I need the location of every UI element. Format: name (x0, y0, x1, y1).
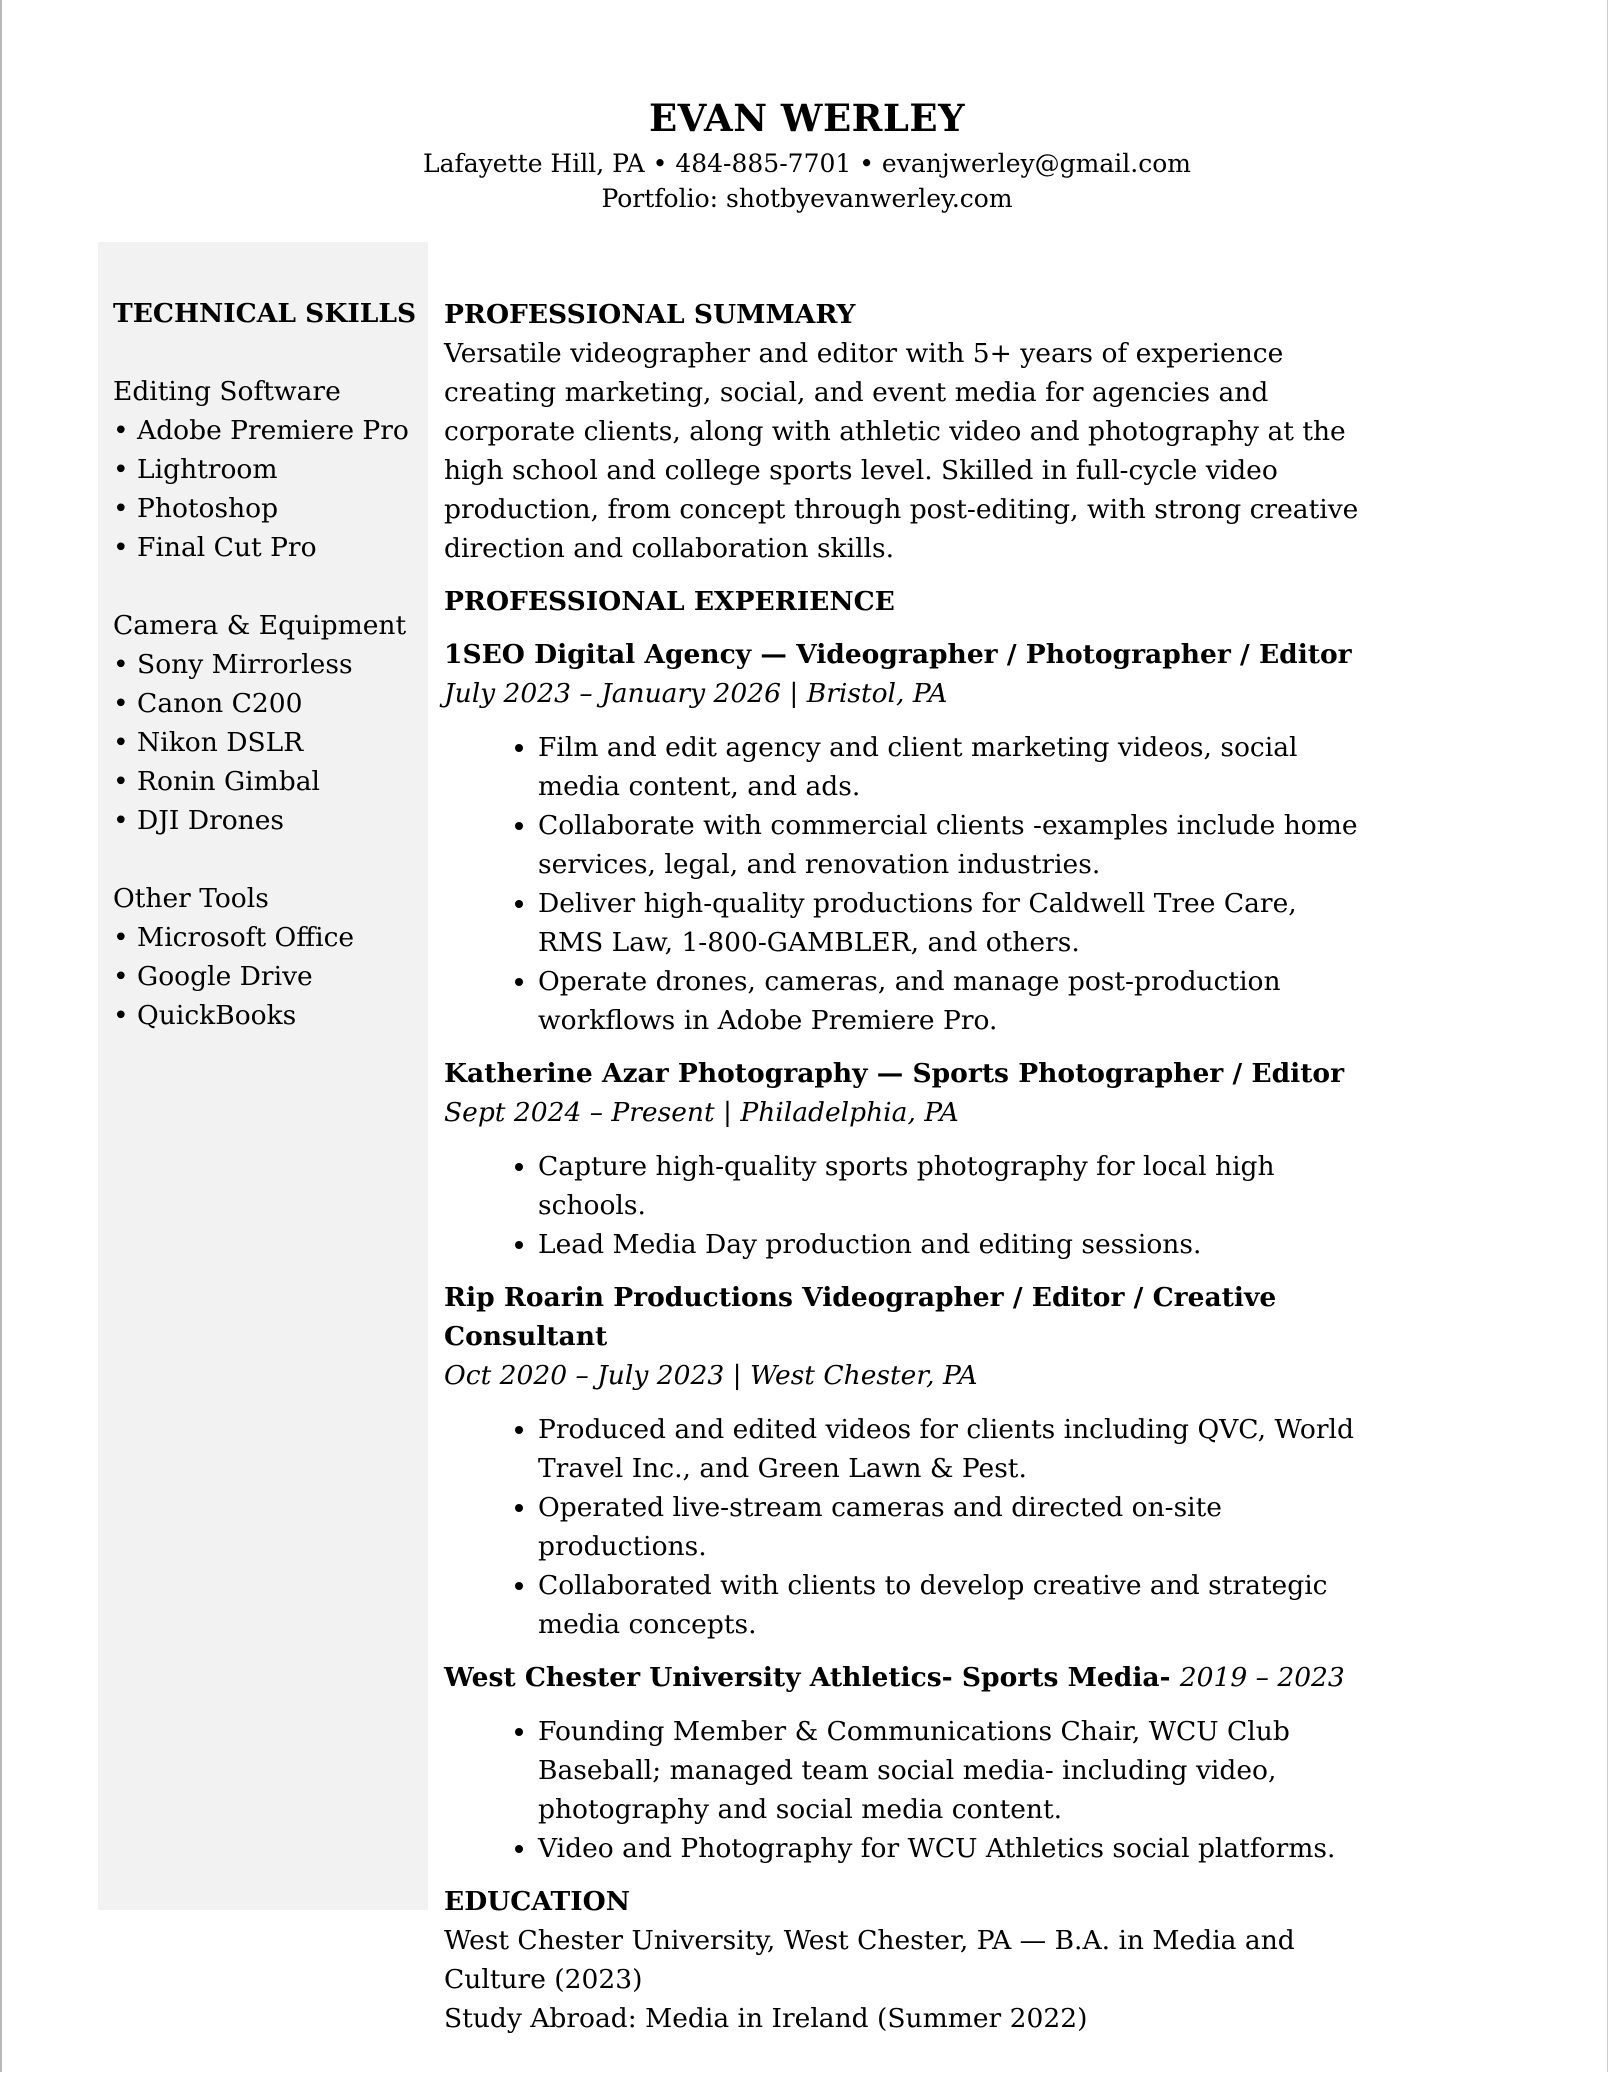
job-bullet: • Founding Member & Communications Chair, WCU Club Baseball; managed team social media- including video, photography and social media content. (538, 1712, 1364, 1829)
skill-item: • Sony Mirrorless (113, 649, 353, 680)
job-dates-location: Oct 2020 – July 2023 | West Chester, PA (444, 1360, 978, 1391)
job-entry (444, 1278, 1364, 1644)
summary-title: PROFESSIONAL SUMMARY (444, 299, 856, 330)
skill-item: • Canon C200 (113, 688, 303, 719)
job-bullet: • Film and edit agency and client marketing videos, social media content, and ads. (538, 728, 1364, 806)
job-title (444, 1658, 1364, 1697)
technical-skills-title: TECHNICAL SKILLS (113, 298, 417, 329)
skill-item: • DJI Drones (113, 805, 285, 836)
job-bullet: • Collaborate with commercial clients -examples include home services, legal, and renovation industries. (538, 806, 1364, 884)
job-bullet: • Produced and edited videos for clients including QVC, World Travel Inc., and Green Lawn & Pest. (538, 1410, 1364, 1488)
education-title: EDUCATION (444, 1886, 630, 1917)
portfolio-line: Portfolio: shotbyevanwerley.com (601, 184, 1013, 213)
job-bullet: • Deliver high-quality productions for Caldwell Tree Care, RMS Law, 1-800-GAMBLER, and others. (538, 884, 1364, 962)
skill-item: • QuickBooks (113, 1000, 297, 1031)
skill-item: • Photoshop (113, 493, 279, 524)
job-bullet: • Video and Photography for WCU Athletics social platforms. (538, 1829, 1364, 1868)
job-bullet: • Operated live-stream cameras and directed on-site productions. (538, 1488, 1364, 1566)
job-dates-location: July 2023 – January 2026 | Bristol, PA (444, 678, 948, 709)
wcu-title: West Chester University Athletics- Sports Media- (444, 1662, 1171, 1693)
education-degree: West Chester University, West Chester, PA — B.A. in Media and Culture (2023) (444, 1925, 1295, 1995)
job-entry (444, 1658, 1364, 1868)
job-title: Rip Roarin Productions Videographer / Editor / Creative Consultant (444, 1282, 1277, 1352)
job-dates-location: Sept 2024 – Present | Philadelphia, PA (444, 1097, 959, 1128)
camera-equipment-group (113, 606, 423, 840)
job-entry (444, 635, 1364, 1040)
job-title: Katherine Azar Photography — Sports Photographer / Editor (444, 1058, 1345, 1089)
group-heading: Other Tools (113, 883, 269, 914)
skill-item: • Google Drive (113, 961, 313, 992)
job-bullet: • Operate drones, cameras, and manage post-production workflows in Adobe Premiere Pro. (538, 962, 1364, 1040)
study-abroad: Study Abroad: Media in Ireland (Summer 2022) (444, 2003, 1088, 2034)
job-bullet: • Collaborated with clients to develop creative and strategic media concepts. (538, 1566, 1364, 1644)
skill-item: • Microsoft Office (113, 922, 355, 953)
candidate-name: EVAN WERLEY (648, 96, 966, 140)
job-bullet: • Capture high-quality sports photography for local high schools. (538, 1147, 1364, 1225)
group-heading: Editing Software (113, 376, 341, 407)
job-entry (444, 1054, 1364, 1264)
job-bullet: • Lead Media Day production and editing sessions. (538, 1225, 1364, 1264)
skill-item: • Lightroom (113, 454, 278, 485)
skill-item: • Nikon DSLR (113, 727, 304, 758)
experience-title: PROFESSIONAL EXPERIENCE (444, 586, 895, 617)
summary-text: Versatile videographer and editor with 5+ years of experience creating marketing, social, and event media for agencies and corporate clients, along with athletic video and photography at the high school and college sports level. Skilled in full-cycle video production, from concept through post-editing, with strong creative direction and collaboration skills. (444, 338, 1359, 564)
other-tools-group (113, 879, 423, 1035)
contact-line: Lafayette Hill, PA • 484-885-7701 • evanjwerley@gmail.com (423, 149, 1191, 178)
skill-item: • Adobe Premiere Pro (113, 415, 409, 446)
resume-header (2, 90, 1610, 216)
main-content (444, 295, 1364, 2038)
wcu-dates: 2019 – 2023 (1179, 1662, 1345, 1693)
job-title: 1SEO Digital Agency — Videographer / Photographer / Editor (444, 639, 1352, 670)
group-heading: Camera & Equipment (113, 610, 407, 641)
skill-item: • Ronin Gimbal (113, 766, 321, 797)
skill-item: • Final Cut Pro (113, 532, 317, 563)
skills-sidebar (98, 242, 428, 1910)
editing-software-group (113, 372, 423, 567)
